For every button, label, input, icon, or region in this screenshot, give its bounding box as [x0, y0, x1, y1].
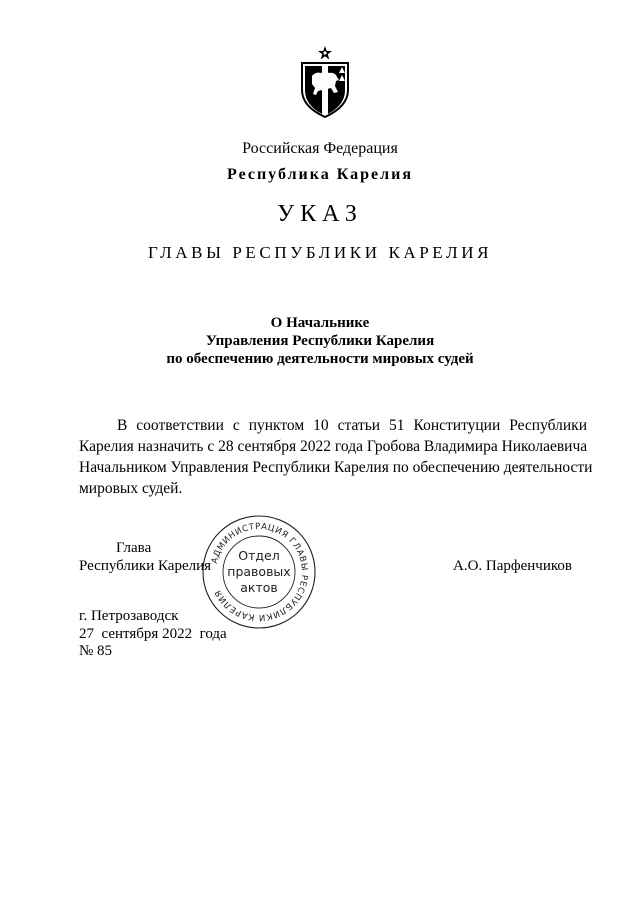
body-line: В соответствии с пунктом 10 статьи 51 Конституции Республики [117, 417, 587, 434]
republic-name: Республика Карелия [227, 166, 413, 183]
signatory-position-region: Республики Карелия [79, 558, 212, 574]
signatory-position: Глава [116, 540, 152, 556]
decree-subject [0, 314, 640, 368]
decree-issuer: ГЛАВЫ РЕСПУБЛИКИ КАРЕЛИЯ [147, 243, 493, 262]
body-line: Начальником Управления Республики Карелия по обеспечению деятельности [79, 459, 593, 476]
body-line: мировых судей. [79, 480, 183, 497]
stamp-center-line: правовых [227, 564, 291, 579]
decree-type: УКАЗ [277, 201, 363, 227]
stamp-center-line: Отдел [238, 548, 280, 563]
coat-of-arms-icon [296, 46, 354, 118]
signatory-name: А.О. Парфенчиков [453, 558, 572, 574]
subject-line: Управления Республики Карелия [205, 333, 435, 349]
decree-body [79, 415, 593, 499]
subject-line: О Начальнике [270, 315, 370, 331]
decree-place-date [79, 608, 227, 661]
country-name: Российская Федерация [242, 140, 398, 157]
decree-number: № 85 [79, 643, 113, 659]
stamp-ring-text: АДМИНИСТРАЦИЯ ГЛАВЫ РЕСПУБЛИКИ КАРЕЛИЯ [209, 521, 310, 623]
decree-city: г. Петрозаводск [79, 608, 179, 624]
stamp-center-line: актов [240, 580, 278, 595]
subject-line: по обеспечению деятельности мировых судей [166, 351, 474, 367]
body-line: Карелия назначить с 28 сентября 2022 года Гробова Владимира Николаевича [79, 438, 588, 455]
decree-date: 27 сентября 2022 года [79, 625, 227, 642]
